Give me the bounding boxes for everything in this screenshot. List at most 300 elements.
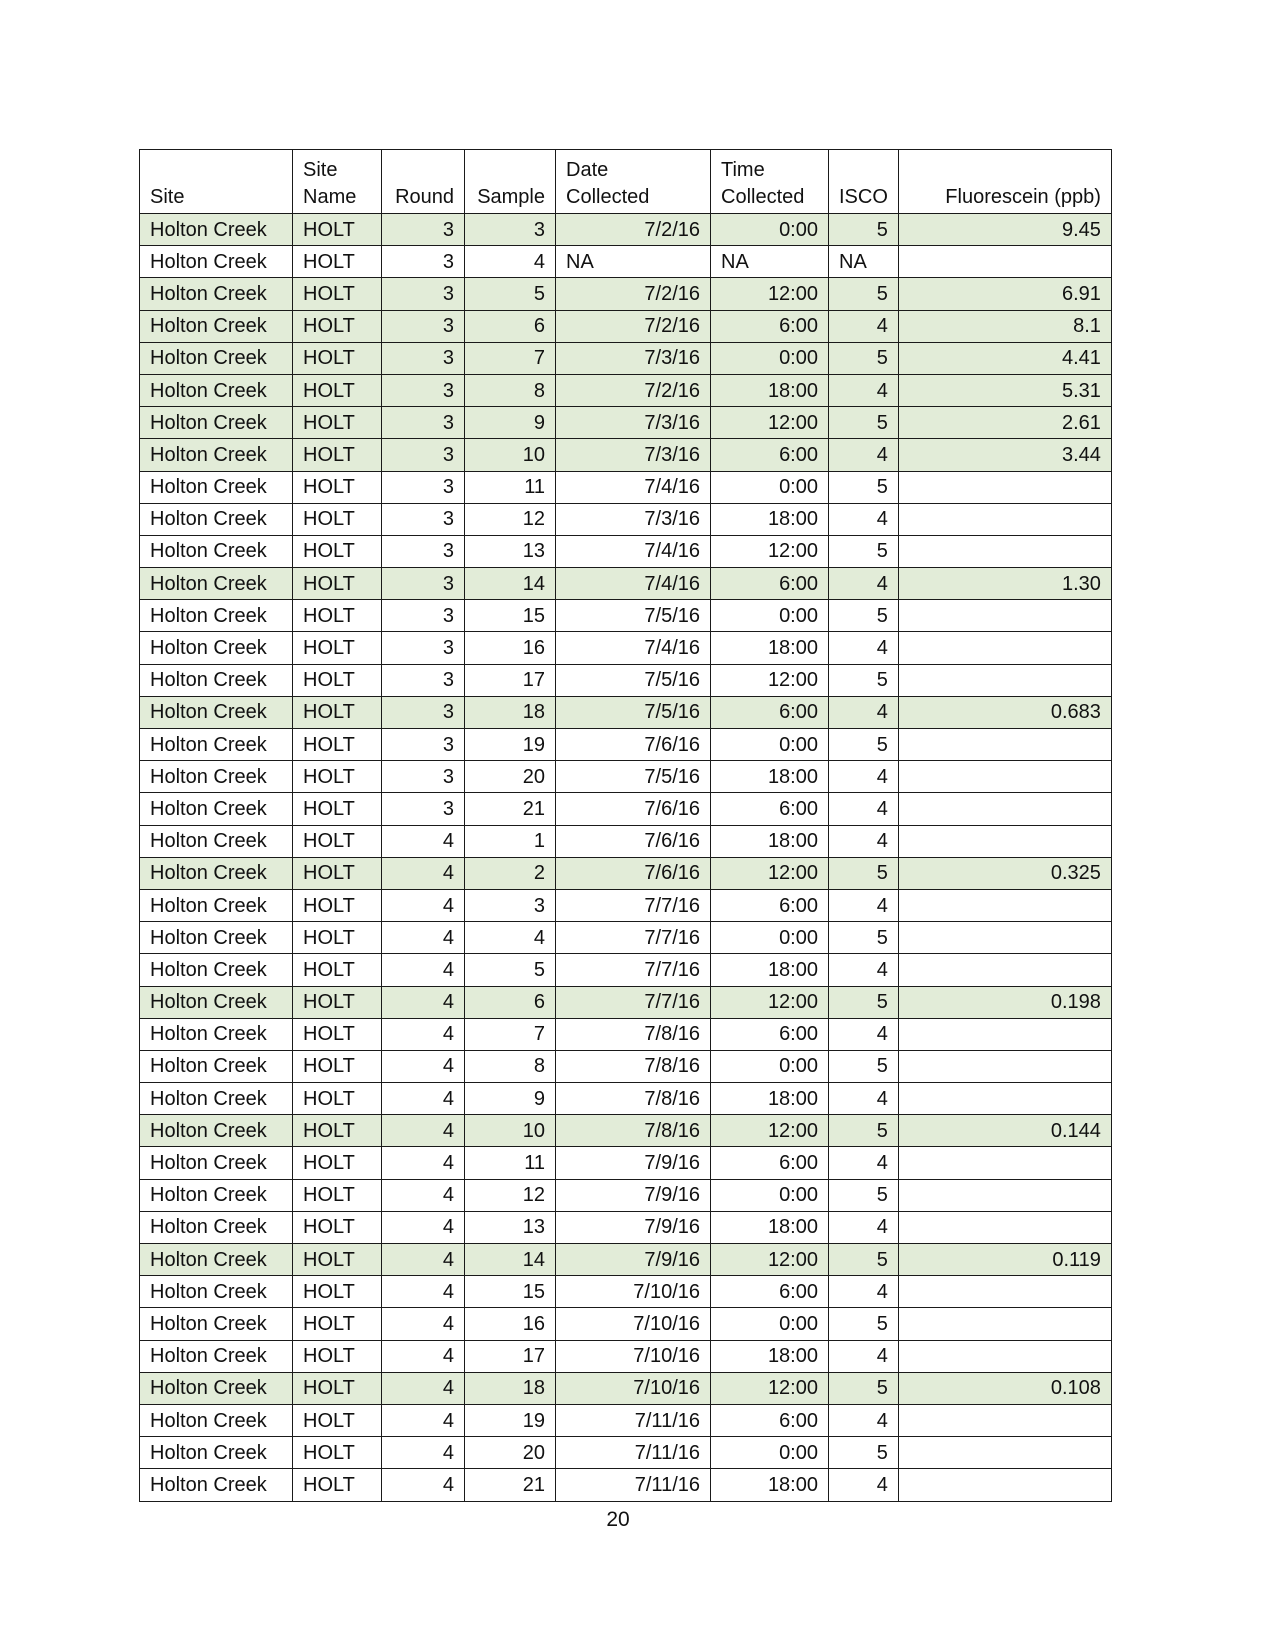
cell-site: Holton Creek (140, 568, 293, 600)
cell-sample: 17 (465, 664, 556, 696)
cell-sample: 17 (465, 1340, 556, 1372)
cell-isco: 5 (829, 922, 899, 954)
cell-sample: 9 (465, 1083, 556, 1115)
cell-date-collected: 7/3/16 (556, 342, 711, 374)
cell-site-name: HOLT (293, 1404, 382, 1436)
cell-site: Holton Creek (140, 246, 293, 278)
cell-fluorescein (898, 503, 1111, 535)
cell-time-collected: 12:00 (711, 278, 829, 310)
cell-site: Holton Creek (140, 954, 293, 986)
cell-site: Holton Creek (140, 986, 293, 1018)
cell-time-collected: 12:00 (711, 857, 829, 889)
cell-site-name: HOLT (293, 825, 382, 857)
cell-site-name: HOLT (293, 696, 382, 728)
cell-site: Holton Creek (140, 1372, 293, 1404)
cell-isco: 4 (829, 696, 899, 728)
cell-site-name: HOLT (293, 310, 382, 342)
cell-fluorescein: 3.44 (898, 439, 1111, 471)
cell-isco: 4 (829, 374, 899, 406)
cell-sample: 16 (465, 1308, 556, 1340)
cell-round: 3 (382, 407, 465, 439)
cell-date-collected: 7/8/16 (556, 1083, 711, 1115)
cell-sample: 12 (465, 1179, 556, 1211)
cell-time-collected: 18:00 (711, 954, 829, 986)
table-row (140, 503, 1112, 535)
header-date-collected: Date Collected (556, 150, 711, 214)
cell-round: 3 (382, 729, 465, 761)
cell-isco: 4 (829, 1083, 899, 1115)
cell-round: 4 (382, 1372, 465, 1404)
cell-time-collected: 12:00 (711, 664, 829, 696)
cell-site-name: HOLT (293, 1211, 382, 1243)
table-row (140, 793, 1112, 825)
cell-sample: 4 (465, 922, 556, 954)
cell-time-collected: 6:00 (711, 1147, 829, 1179)
cell-site-name: HOLT (293, 439, 382, 471)
table-row (140, 310, 1112, 342)
cell-site: Holton Creek (140, 1340, 293, 1372)
cell-site: Holton Creek (140, 793, 293, 825)
cell-fluorescein (898, 1276, 1111, 1308)
cell-date-collected: 7/8/16 (556, 1050, 711, 1082)
cell-isco: 5 (829, 407, 899, 439)
table-row (140, 1437, 1112, 1469)
table-row (140, 1211, 1112, 1243)
cell-sample: 13 (465, 535, 556, 567)
cell-sample: 7 (465, 1018, 556, 1050)
cell-site: Holton Creek (140, 696, 293, 728)
cell-sample: 15 (465, 1276, 556, 1308)
cell-round: 4 (382, 1050, 465, 1082)
cell-sample: 20 (465, 761, 556, 793)
cell-time-collected: 18:00 (711, 632, 829, 664)
cell-round: 3 (382, 696, 465, 728)
cell-fluorescein (898, 793, 1111, 825)
table-row (140, 1018, 1112, 1050)
cell-sample: 6 (465, 310, 556, 342)
table-row (140, 761, 1112, 793)
cell-date-collected: 7/9/16 (556, 1244, 711, 1276)
cell-site: Holton Creek (140, 1115, 293, 1147)
cell-round: 3 (382, 214, 465, 246)
header-site-name: Site Name (293, 150, 382, 214)
cell-site: Holton Creek (140, 1308, 293, 1340)
table-row (140, 535, 1112, 567)
cell-time-collected: NA (711, 246, 829, 278)
cell-fluorescein: 0.325 (898, 857, 1111, 889)
cell-site-name: HOLT (293, 632, 382, 664)
cell-site-name: HOLT (293, 793, 382, 825)
cell-site: Holton Creek (140, 825, 293, 857)
cell-isco: 4 (829, 1211, 899, 1243)
cell-isco: 4 (829, 439, 899, 471)
cell-site: Holton Creek (140, 1276, 293, 1308)
cell-site-name: HOLT (293, 278, 382, 310)
cell-fluorescein (898, 1340, 1111, 1372)
cell-fluorescein (898, 1437, 1111, 1469)
cell-sample: 8 (465, 374, 556, 406)
cell-round: 4 (382, 1437, 465, 1469)
cell-round: 4 (382, 1404, 465, 1436)
cell-round: 3 (382, 374, 465, 406)
table-row (140, 342, 1112, 374)
cell-isco: 5 (829, 214, 899, 246)
cell-time-collected: 0:00 (711, 922, 829, 954)
cell-time-collected: 12:00 (711, 1372, 829, 1404)
cell-fluorescein: 0.108 (898, 1372, 1111, 1404)
cell-round: 3 (382, 568, 465, 600)
cell-isco: 4 (829, 1018, 899, 1050)
cell-date-collected: 7/9/16 (556, 1179, 711, 1211)
cell-fluorescein (898, 632, 1111, 664)
cell-site: Holton Creek (140, 729, 293, 761)
cell-time-collected: 12:00 (711, 986, 829, 1018)
cell-round: 4 (382, 889, 465, 921)
cell-site-name: HOLT (293, 1308, 382, 1340)
cell-sample: 19 (465, 1404, 556, 1436)
cell-fluorescein (898, 825, 1111, 857)
cell-sample: 14 (465, 568, 556, 600)
table-row (140, 889, 1112, 921)
cell-isco: 5 (829, 600, 899, 632)
cell-time-collected: 18:00 (711, 1340, 829, 1372)
cell-time-collected: 0:00 (711, 1308, 829, 1340)
cell-isco: 5 (829, 986, 899, 1018)
cell-fluorescein (898, 246, 1111, 278)
cell-fluorescein (898, 1469, 1111, 1501)
header-site: Site (140, 150, 293, 214)
cell-date-collected: 7/8/16 (556, 1115, 711, 1147)
cell-isco: 4 (829, 1276, 899, 1308)
cell-time-collected: 18:00 (711, 1083, 829, 1115)
cell-site: Holton Creek (140, 1404, 293, 1436)
table-row (140, 1083, 1112, 1115)
cell-isco: 5 (829, 1050, 899, 1082)
cell-site-name: HOLT (293, 1083, 382, 1115)
cell-site: Holton Creek (140, 1050, 293, 1082)
cell-round: 4 (382, 1083, 465, 1115)
cell-sample: 7 (465, 342, 556, 374)
cell-site-name: HOLT (293, 568, 382, 600)
cell-date-collected: 7/6/16 (556, 729, 711, 761)
cell-round: 3 (382, 439, 465, 471)
cell-fluorescein (898, 1018, 1111, 1050)
cell-time-collected: 6:00 (711, 1018, 829, 1050)
table-row (140, 664, 1112, 696)
cell-time-collected: 6:00 (711, 1404, 829, 1436)
cell-site-name: HOLT (293, 1179, 382, 1211)
cell-site-name: HOLT (293, 1276, 382, 1308)
table-row (140, 1115, 1112, 1147)
table-header-row (140, 150, 1112, 214)
cell-fluorescein (898, 954, 1111, 986)
cell-date-collected: 7/11/16 (556, 1469, 711, 1501)
cell-site: Holton Creek (140, 374, 293, 406)
table-row (140, 922, 1112, 954)
table-row (140, 1244, 1112, 1276)
cell-time-collected: 12:00 (711, 1244, 829, 1276)
cell-isco: 5 (829, 535, 899, 567)
cell-isco: 5 (829, 1179, 899, 1211)
cell-sample: 19 (465, 729, 556, 761)
cell-round: 3 (382, 664, 465, 696)
cell-site-name: HOLT (293, 1469, 382, 1501)
cell-site: Holton Creek (140, 632, 293, 664)
cell-sample: 13 (465, 1211, 556, 1243)
cell-time-collected: 0:00 (711, 729, 829, 761)
cell-fluorescein (898, 729, 1111, 761)
cell-site: Holton Creek (140, 1437, 293, 1469)
cell-round: 3 (382, 600, 465, 632)
cell-site: Holton Creek (140, 310, 293, 342)
table-row (140, 1276, 1112, 1308)
header-sample: Sample (465, 150, 556, 214)
cell-time-collected: 6:00 (711, 1276, 829, 1308)
cell-round: 3 (382, 278, 465, 310)
cell-isco: 4 (829, 1147, 899, 1179)
cell-fluorescein: 6.91 (898, 278, 1111, 310)
table-row (140, 568, 1112, 600)
table-row (140, 1404, 1112, 1436)
header-isco: ISCO (829, 150, 899, 214)
cell-round: 3 (382, 246, 465, 278)
cell-round: 4 (382, 1276, 465, 1308)
cell-site-name: HOLT (293, 471, 382, 503)
cell-sample: 3 (465, 214, 556, 246)
cell-site-name: HOLT (293, 407, 382, 439)
cell-date-collected: 7/2/16 (556, 374, 711, 406)
cell-site-name: HOLT (293, 374, 382, 406)
cell-date-collected: 7/3/16 (556, 439, 711, 471)
cell-fluorescein (898, 1050, 1111, 1082)
cell-fluorescein: 0.119 (898, 1244, 1111, 1276)
cell-isco: 4 (829, 761, 899, 793)
cell-date-collected: 7/2/16 (556, 278, 711, 310)
cell-date-collected: 7/3/16 (556, 503, 711, 535)
cell-date-collected: 7/6/16 (556, 825, 711, 857)
cell-round: 4 (382, 1340, 465, 1372)
cell-time-collected: 18:00 (711, 503, 829, 535)
cell-isco: NA (829, 246, 899, 278)
page-number: 20 (606, 1508, 630, 1531)
cell-date-collected: 7/10/16 (556, 1340, 711, 1372)
cell-time-collected: 0:00 (711, 342, 829, 374)
cell-site-name: HOLT (293, 1115, 382, 1147)
cell-time-collected: 12:00 (711, 1115, 829, 1147)
cell-fluorescein: 0.198 (898, 986, 1111, 1018)
table-row (140, 729, 1112, 761)
cell-round: 3 (382, 503, 465, 535)
cell-sample: 8 (465, 1050, 556, 1082)
cell-date-collected: 7/9/16 (556, 1211, 711, 1243)
cell-isco: 4 (829, 1404, 899, 1436)
table-row (140, 1340, 1112, 1372)
cell-round: 4 (382, 1469, 465, 1501)
cell-isco: 5 (829, 664, 899, 696)
cell-round: 4 (382, 986, 465, 1018)
cell-site-name: HOLT (293, 857, 382, 889)
cell-isco: 5 (829, 278, 899, 310)
cell-isco: 5 (829, 1437, 899, 1469)
table-row (140, 632, 1112, 664)
cell-isco: 5 (829, 1372, 899, 1404)
cell-isco: 4 (829, 954, 899, 986)
cell-date-collected: 7/5/16 (556, 664, 711, 696)
table-row (140, 825, 1112, 857)
cell-fluorescein (898, 1308, 1111, 1340)
cell-site-name: HOLT (293, 1244, 382, 1276)
cell-site-name: HOLT (293, 761, 382, 793)
cell-isco: 5 (829, 1244, 899, 1276)
cell-date-collected: 7/4/16 (556, 568, 711, 600)
cell-isco: 4 (829, 568, 899, 600)
cell-fluorescein (898, 1211, 1111, 1243)
cell-sample: 5 (465, 278, 556, 310)
cell-round: 3 (382, 632, 465, 664)
cell-sample: 5 (465, 954, 556, 986)
cell-site: Holton Creek (140, 471, 293, 503)
cell-sample: 4 (465, 246, 556, 278)
cell-date-collected: 7/7/16 (556, 889, 711, 921)
cell-site: Holton Creek (140, 857, 293, 889)
cell-round: 4 (382, 1244, 465, 1276)
cell-sample: 20 (465, 1437, 556, 1469)
cell-round: 4 (382, 1179, 465, 1211)
cell-fluorescein: 4.41 (898, 342, 1111, 374)
cell-round: 4 (382, 1115, 465, 1147)
cell-isco: 4 (829, 310, 899, 342)
cell-site-name: HOLT (293, 1437, 382, 1469)
sample-data-table (139, 149, 1112, 1502)
table-row (140, 857, 1112, 889)
cell-round: 4 (382, 1147, 465, 1179)
cell-site-name: HOLT (293, 503, 382, 535)
cell-round: 4 (382, 922, 465, 954)
cell-site-name: HOLT (293, 1147, 382, 1179)
cell-date-collected: 7/10/16 (556, 1276, 711, 1308)
cell-site: Holton Creek (140, 1211, 293, 1243)
cell-fluorescein (898, 1179, 1111, 1211)
table-row (140, 407, 1112, 439)
header-time-collected: Time Collected (711, 150, 829, 214)
cell-fluorescein (898, 922, 1111, 954)
cell-site: Holton Creek (140, 1244, 293, 1276)
table-body (140, 214, 1112, 1502)
table-row (140, 1469, 1112, 1501)
table-row (140, 278, 1112, 310)
cell-time-collected: 0:00 (711, 1050, 829, 1082)
cell-site-name: HOLT (293, 922, 382, 954)
cell-round: 3 (382, 471, 465, 503)
cell-date-collected: 7/4/16 (556, 471, 711, 503)
cell-time-collected: 18:00 (711, 1211, 829, 1243)
table-row (140, 600, 1112, 632)
cell-time-collected: 6:00 (711, 568, 829, 600)
cell-fluorescein: 9.45 (898, 214, 1111, 246)
cell-fluorescein (898, 664, 1111, 696)
cell-fluorescein: 0.144 (898, 1115, 1111, 1147)
cell-site-name: HOLT (293, 1050, 382, 1082)
cell-sample: 6 (465, 986, 556, 1018)
cell-fluorescein: 2.61 (898, 407, 1111, 439)
cell-site: Holton Creek (140, 535, 293, 567)
cell-site-name: HOLT (293, 954, 382, 986)
cell-sample: 9 (465, 407, 556, 439)
cell-site: Holton Creek (140, 214, 293, 246)
cell-sample: 10 (465, 439, 556, 471)
cell-sample: 12 (465, 503, 556, 535)
cell-sample: 3 (465, 889, 556, 921)
cell-date-collected: 7/6/16 (556, 857, 711, 889)
cell-time-collected: 6:00 (711, 310, 829, 342)
cell-round: 4 (382, 954, 465, 986)
table-row (140, 696, 1112, 728)
cell-isco: 4 (829, 503, 899, 535)
table-row (140, 1372, 1112, 1404)
cell-site-name: HOLT (293, 600, 382, 632)
cell-time-collected: 0:00 (711, 471, 829, 503)
cell-time-collected: 0:00 (711, 1179, 829, 1211)
cell-date-collected: 7/11/16 (556, 1404, 711, 1436)
cell-fluorescein: 1.30 (898, 568, 1111, 600)
cell-date-collected: 7/10/16 (556, 1372, 711, 1404)
cell-sample: 15 (465, 600, 556, 632)
cell-date-collected: 7/7/16 (556, 954, 711, 986)
cell-time-collected: 0:00 (711, 1437, 829, 1469)
cell-isco: 4 (829, 793, 899, 825)
cell-site-name: HOLT (293, 1372, 382, 1404)
cell-sample: 1 (465, 825, 556, 857)
cell-sample: 11 (465, 471, 556, 503)
cell-date-collected: 7/6/16 (556, 793, 711, 825)
cell-isco: 4 (829, 889, 899, 921)
cell-site: Holton Creek (140, 278, 293, 310)
cell-isco: 5 (829, 471, 899, 503)
cell-date-collected: 7/2/16 (556, 310, 711, 342)
cell-sample: 18 (465, 1372, 556, 1404)
cell-site: Holton Creek (140, 600, 293, 632)
cell-site: Holton Creek (140, 1018, 293, 1050)
cell-site: Holton Creek (140, 439, 293, 471)
cell-site: Holton Creek (140, 1469, 293, 1501)
cell-site: Holton Creek (140, 889, 293, 921)
cell-isco: 5 (829, 857, 899, 889)
cell-fluorescein: 0.683 (898, 696, 1111, 728)
cell-sample: 21 (465, 793, 556, 825)
cell-date-collected: 7/2/16 (556, 214, 711, 246)
cell-site-name: HOLT (293, 246, 382, 278)
cell-sample: 16 (465, 632, 556, 664)
cell-time-collected: 0:00 (711, 600, 829, 632)
cell-sample: 2 (465, 857, 556, 889)
cell-round: 4 (382, 825, 465, 857)
cell-site: Holton Creek (140, 922, 293, 954)
cell-site: Holton Creek (140, 664, 293, 696)
cell-isco: 5 (829, 1115, 899, 1147)
cell-fluorescein (898, 535, 1111, 567)
cell-date-collected: 7/9/16 (556, 1147, 711, 1179)
cell-site-name: HOLT (293, 342, 382, 374)
cell-round: 4 (382, 1308, 465, 1340)
cell-fluorescein (898, 471, 1111, 503)
cell-site: Holton Creek (140, 1147, 293, 1179)
cell-date-collected: 7/4/16 (556, 535, 711, 567)
cell-date-collected: 7/7/16 (556, 986, 711, 1018)
table-row (140, 1147, 1112, 1179)
header-round: Round (382, 150, 465, 214)
header-fluorescein: Fluorescein (ppb) (898, 150, 1111, 214)
table-row (140, 214, 1112, 246)
